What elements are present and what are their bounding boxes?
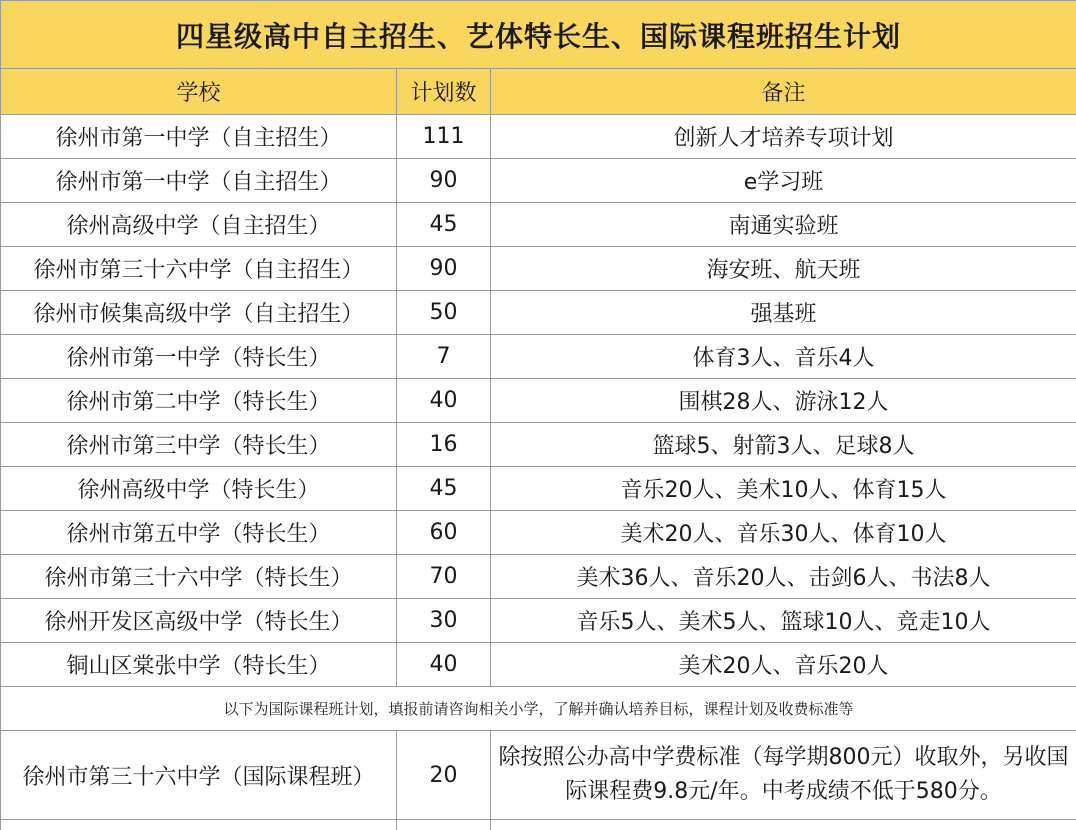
header-plan: 计划数 bbox=[397, 69, 491, 115]
school-cell: 徐州市第五中学（特长生） bbox=[1, 511, 397, 555]
plan-cell: 16 bbox=[397, 423, 491, 467]
school-cell: 徐州高级中学（自主招生） bbox=[1, 203, 397, 247]
plan-cell: 60 bbox=[397, 511, 491, 555]
plan-cell: 90 bbox=[397, 247, 491, 291]
table-row bbox=[1, 203, 1076, 247]
remark-cell: 创新人才培养专项计划 bbox=[491, 115, 1076, 159]
title-row bbox=[1, 1, 1076, 69]
school-cell: 徐州市第二中学（特长生） bbox=[1, 379, 397, 423]
table-row bbox=[1, 599, 1076, 643]
table-row bbox=[1, 423, 1076, 467]
remark-cell: 围棋28人、游泳12人 bbox=[491, 379, 1076, 423]
plan-cell: 45 bbox=[397, 203, 491, 247]
table-row bbox=[1, 159, 1076, 203]
remark-cell: e学习班 bbox=[491, 159, 1076, 203]
remark-cell: 篮球5、射箭3人、足球8人 bbox=[491, 423, 1076, 467]
school-cell: 徐州市第三十六中学（自主招生） bbox=[1, 247, 397, 291]
plan-cell: 30 bbox=[397, 599, 491, 643]
plan-cell: 90 bbox=[397, 159, 491, 203]
remark-cell: 美术20人、音乐30人、体育10人 bbox=[491, 511, 1076, 555]
intl-school: 徐州市第三十六中学（国际课程班） bbox=[1, 731, 397, 820]
intl-remark: 除按照公办高中学费标准（每学期800元）收取外，另收国际课程费9.8元/年。中考成绩不低于580分。 bbox=[491, 731, 1076, 820]
table-row bbox=[1, 467, 1076, 511]
table-row bbox=[1, 247, 1076, 291]
remark-cell: 美术20人、音乐20人 bbox=[491, 643, 1076, 687]
remark-cell: 南通实验班 bbox=[491, 203, 1076, 247]
rows-body bbox=[1, 115, 1076, 687]
school-cell: 徐州市第一中学（自主招生） bbox=[1, 159, 397, 203]
school-cell: 徐州市第三十六中学（特长生） bbox=[1, 555, 397, 599]
tail-cell bbox=[397, 820, 491, 830]
school-cell: 徐州开发区高级中学（特长生） bbox=[1, 599, 397, 643]
school-cell: 徐州市第一中学（特长生） bbox=[1, 335, 397, 379]
note-row bbox=[1, 687, 1076, 731]
intl-plan: 20 bbox=[397, 731, 491, 820]
remark-cell: 强基班 bbox=[491, 291, 1076, 335]
tail-row bbox=[1, 820, 1076, 830]
plan-cell: 50 bbox=[397, 291, 491, 335]
plan-cell: 45 bbox=[397, 467, 491, 511]
school-cell: 徐州市候集高级中学（自主招生） bbox=[1, 291, 397, 335]
school-cell: 铜山区棠张中学（特长生） bbox=[1, 643, 397, 687]
table-row bbox=[1, 115, 1076, 159]
remark-cell: 体育3人、音乐4人 bbox=[491, 335, 1076, 379]
table-title: 四星级高中自主招生、艺体特长生、国际课程班招生计划 bbox=[1, 1, 1076, 69]
plan-cell: 111 bbox=[397, 115, 491, 159]
table-row bbox=[1, 379, 1076, 423]
header-row bbox=[1, 69, 1076, 115]
intl-note: 以下为国际课程班计划，填报前请咨询相关小学，了解并确认培养目标，课程计划及收费标准等 bbox=[1, 687, 1076, 731]
school-cell: 徐州市第一中学（自主招生） bbox=[1, 115, 397, 159]
remark-cell: 音乐20人、美术10人、体育15人 bbox=[491, 467, 1076, 511]
school-cell: 徐州市第三中学（特长生） bbox=[1, 423, 397, 467]
school-cell: 徐州高级中学（特长生） bbox=[1, 467, 397, 511]
tail-cell bbox=[1, 820, 397, 830]
header-remark: 备注 bbox=[491, 69, 1076, 115]
plan-cell: 70 bbox=[397, 555, 491, 599]
intl-row bbox=[1, 731, 1076, 820]
tail-cell bbox=[491, 820, 1076, 830]
header-school: 学校 bbox=[1, 69, 397, 115]
table-row bbox=[1, 335, 1076, 379]
remark-cell: 音乐5人、美术5人、篮球10人、竞走10人 bbox=[491, 599, 1076, 643]
plan-cell: 40 bbox=[397, 643, 491, 687]
table-row bbox=[1, 511, 1076, 555]
table-row bbox=[1, 555, 1076, 599]
plan-cell: 40 bbox=[397, 379, 491, 423]
table-row bbox=[1, 291, 1076, 335]
remark-cell: 海安班、航天班 bbox=[491, 247, 1076, 291]
plan-cell: 7 bbox=[397, 335, 491, 379]
remark-cell: 美术36人、音乐20人、击剑6人、书法8人 bbox=[491, 555, 1076, 599]
table-row bbox=[1, 643, 1076, 687]
